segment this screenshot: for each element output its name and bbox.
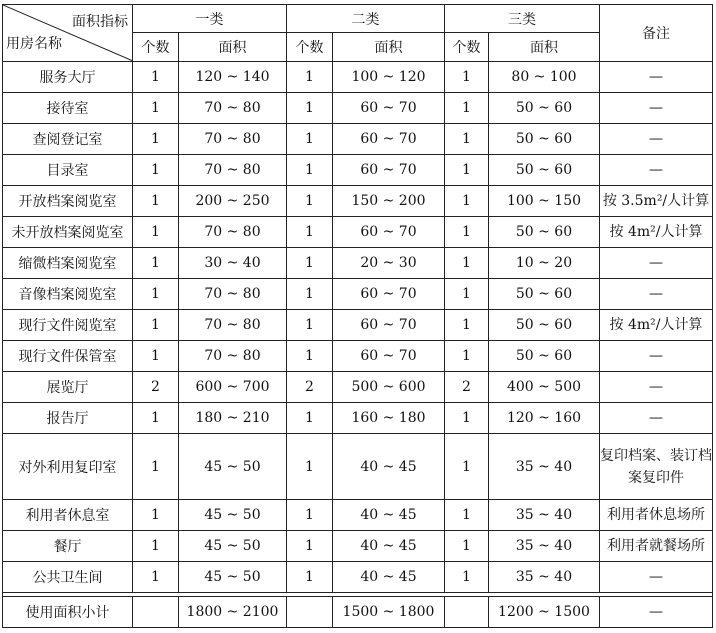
class2-area-cell: 150 ~ 200 (333, 186, 445, 217)
class3-count-cell: 1 (445, 155, 489, 186)
class2-count-cell: 1 (287, 279, 333, 310)
class2-count-header: 个数 (287, 33, 333, 62)
class3-count-cell: 1 (445, 310, 489, 341)
class1-count-cell: 1 (133, 62, 179, 93)
remark-cell: — (600, 403, 713, 434)
remark-cell: — (600, 62, 713, 93)
class1-count-cell: 1 (133, 341, 179, 372)
room-name-cell: 服务大厅 (3, 62, 133, 93)
table-row (3, 186, 713, 217)
class3-area-cell: 100 ~ 150 (489, 186, 600, 217)
class3-area-cell: 50 ~ 60 (489, 124, 600, 155)
class1-count-cell: 1 (133, 248, 179, 279)
table-row (3, 155, 713, 186)
table-row (3, 124, 713, 155)
room-name-cell: 音像档案阅览室 (3, 279, 133, 310)
class3-count-cell: 1 (445, 186, 489, 217)
room-name-cell: 现行文件保管室 (3, 341, 133, 372)
class1-area-cell: 70 ~ 80 (179, 155, 287, 186)
remark-header: 备注 (600, 5, 713, 62)
class3-area-cell: 80 ~ 100 (489, 62, 600, 93)
class1-count-cell: 1 (133, 434, 179, 500)
class1-count-cell: 1 (133, 310, 179, 341)
table-row (3, 310, 713, 341)
class2-area-cell: 160 ~ 180 (333, 403, 445, 434)
class1-count-cell: 1 (133, 217, 179, 248)
remark-cell: — (600, 248, 713, 279)
room-name-cell: 公共卫生间 (3, 562, 133, 593)
remark-cell: — (600, 155, 713, 186)
remark-cell: 按 4m²/人计算 (600, 217, 713, 248)
class1-area-cell: 70 ~ 80 (179, 93, 287, 124)
remark-cell: 按 4m²/人计算 (600, 310, 713, 341)
class1-count-header: 个数 (133, 33, 179, 62)
class2-count-cell: 2 (287, 372, 333, 403)
class1-count-cell: 1 (133, 186, 179, 217)
table-row (3, 62, 713, 93)
room-name-cell: 利用者休息室 (3, 500, 133, 531)
table-row (3, 217, 713, 248)
table-row (3, 531, 713, 562)
room-name-cell: 查阅登记室 (3, 124, 133, 155)
class3-area-cell: 50 ~ 60 (489, 279, 600, 310)
class1-area-header: 面积 (179, 33, 287, 62)
class1-count-cell: 2 (133, 372, 179, 403)
class3-area-cell: 35 ~ 40 (489, 562, 600, 593)
corner-header-cell (3, 5, 133, 62)
class3-area-cell: 50 ~ 60 (489, 155, 600, 186)
class2-count-cell: 1 (287, 434, 333, 500)
class2-count-cell: 1 (287, 155, 333, 186)
remark-cell: 复印档案、装订档案复印件 (600, 434, 713, 500)
class1-area-cell: 45 ~ 50 (179, 562, 287, 593)
class1-area-cell: 70 ~ 80 (179, 341, 287, 372)
class3-count-cell: 1 (445, 217, 489, 248)
table-row (3, 248, 713, 279)
class1-count-cell: 1 (133, 155, 179, 186)
class3-area-cell: 120 ~ 160 (489, 403, 600, 434)
class3-area-cell: 50 ~ 60 (489, 310, 600, 341)
room-name-cell: 展览厅 (3, 372, 133, 403)
class2-count-cell: 1 (287, 562, 333, 593)
class3-area-cell: 400 ~ 500 (489, 372, 600, 403)
total-remark-cell: — (600, 597, 713, 628)
room-name-cell: 缩微档案阅览室 (3, 248, 133, 279)
class2-area-cell: 40 ~ 45 (333, 562, 445, 593)
room-name-cell: 接待室 (3, 93, 133, 124)
table-row (3, 93, 713, 124)
total-class2-area-cell: 1500 ~ 1800 (333, 597, 445, 628)
room-name-cell: 报告厅 (3, 403, 133, 434)
class1-count-cell: 1 (133, 93, 179, 124)
class3-count-cell: 1 (445, 434, 489, 500)
class1-count-cell: 1 (133, 124, 179, 155)
class1-area-cell: 45 ~ 50 (179, 531, 287, 562)
class3-area-cell: 10 ~ 20 (489, 248, 600, 279)
total-row (3, 597, 713, 628)
remark-cell: — (600, 279, 713, 310)
class2-area-cell: 60 ~ 70 (333, 341, 445, 372)
corner-label-room-name: 用房名称 (6, 36, 62, 52)
class3-count-cell: 1 (445, 62, 489, 93)
class3-count-header: 个数 (445, 33, 489, 62)
room-name-cell: 开放档案阅览室 (3, 186, 133, 217)
table-row (3, 279, 713, 310)
class2-header: 二类 (287, 5, 445, 33)
total-class1-area-cell: 1800 ~ 2100 (179, 597, 287, 628)
room-name-cell: 对外利用复印室 (3, 434, 133, 500)
class1-area-cell: 70 ~ 80 (179, 217, 287, 248)
class3-count-cell: 1 (445, 500, 489, 531)
remark-cell: 按 3.5m²/人计算 (600, 186, 713, 217)
class1-area-cell: 70 ~ 80 (179, 310, 287, 341)
class3-count-cell: 1 (445, 93, 489, 124)
class3-area-cell: 35 ~ 40 (489, 500, 600, 531)
class3-area-cell: 50 ~ 60 (489, 341, 600, 372)
class2-area-cell: 60 ~ 70 (333, 217, 445, 248)
class3-area-cell: 35 ~ 40 (489, 531, 600, 562)
class3-count-cell: 1 (445, 124, 489, 155)
class1-count-cell: 1 (133, 531, 179, 562)
class3-area-cell: 35 ~ 40 (489, 434, 600, 500)
room-name-cell: 现行文件阅览室 (3, 310, 133, 341)
remark-cell: — (600, 93, 713, 124)
class2-area-cell: 60 ~ 70 (333, 279, 445, 310)
class2-area-header: 面积 (333, 33, 445, 62)
class2-count-cell: 1 (287, 248, 333, 279)
class1-area-cell: 70 ~ 80 (179, 124, 287, 155)
total-class2-count-cell (287, 597, 333, 628)
class2-area-cell: 40 ~ 45 (333, 434, 445, 500)
class3-count-cell: 1 (445, 562, 489, 593)
class3-count-cell: 1 (445, 531, 489, 562)
class1-area-cell: 45 ~ 50 (179, 434, 287, 500)
class2-count-cell: 1 (287, 341, 333, 372)
corner-label-area-indicator: 面积指标 (72, 14, 128, 30)
class2-area-cell: 500 ~ 600 (333, 372, 445, 403)
table-row (3, 341, 713, 372)
class2-count-cell: 1 (287, 403, 333, 434)
remark-cell: — (600, 562, 713, 593)
remark-cell: — (600, 341, 713, 372)
class3-area-cell: 50 ~ 60 (489, 217, 600, 248)
class1-area-cell: 600 ~ 700 (179, 372, 287, 403)
remark-cell: 利用者休息场所 (600, 500, 713, 531)
class2-area-cell: 100 ~ 120 (333, 62, 445, 93)
table-row (3, 562, 713, 593)
class2-area-cell: 60 ~ 70 (333, 124, 445, 155)
class2-area-cell: 60 ~ 70 (333, 155, 445, 186)
class2-count-cell: 1 (287, 310, 333, 341)
area-standard-table (2, 4, 713, 628)
class3-count-cell: 1 (445, 341, 489, 372)
class1-area-cell: 120 ~ 140 (179, 62, 287, 93)
class2-area-cell: 60 ~ 70 (333, 310, 445, 341)
class1-area-cell: 70 ~ 80 (179, 279, 287, 310)
table-row (3, 500, 713, 531)
table-row (3, 434, 713, 500)
class1-area-cell: 45 ~ 50 (179, 500, 287, 531)
class2-count-cell: 1 (287, 531, 333, 562)
class2-count-cell: 1 (287, 124, 333, 155)
class2-count-cell: 1 (287, 93, 333, 124)
total-class3-area-cell: 1200 ~ 1500 (489, 597, 600, 628)
room-name-cell: 目录室 (3, 155, 133, 186)
class3-header: 三类 (445, 5, 600, 33)
class1-count-cell: 1 (133, 500, 179, 531)
table-row (3, 403, 713, 434)
class2-count-cell: 1 (287, 62, 333, 93)
class1-area-cell: 30 ~ 40 (179, 248, 287, 279)
class3-area-header: 面积 (489, 33, 600, 62)
class3-count-cell: 1 (445, 248, 489, 279)
class1-count-cell: 1 (133, 562, 179, 593)
class3-area-cell: 50 ~ 60 (489, 93, 600, 124)
class1-area-cell: 200 ~ 250 (179, 186, 287, 217)
class3-count-cell: 2 (445, 372, 489, 403)
table-row (3, 372, 713, 403)
class3-count-cell: 1 (445, 403, 489, 434)
class2-area-cell: 40 ~ 45 (333, 531, 445, 562)
class3-count-cell: 1 (445, 279, 489, 310)
total-class3-count-cell (445, 597, 489, 628)
remark-cell: 利用者就餐场所 (600, 531, 713, 562)
class2-count-cell: 1 (287, 186, 333, 217)
class1-header: 一类 (133, 5, 287, 33)
class1-count-cell: 1 (133, 403, 179, 434)
class2-area-cell: 60 ~ 70 (333, 93, 445, 124)
room-name-cell: 餐厅 (3, 531, 133, 562)
class2-area-cell: 20 ~ 30 (333, 248, 445, 279)
class2-count-cell: 1 (287, 217, 333, 248)
remark-cell: — (600, 124, 713, 155)
remark-cell: — (600, 372, 713, 403)
total-class1-count-cell (133, 597, 179, 628)
class2-count-cell: 1 (287, 500, 333, 531)
room-name-cell: 未开放档案阅览室 (3, 217, 133, 248)
total-room-name-cell: 使用面积小计 (3, 597, 133, 628)
class1-area-cell: 180 ~ 210 (179, 403, 287, 434)
class2-area-cell: 40 ~ 45 (333, 500, 445, 531)
class1-count-cell: 1 (133, 279, 179, 310)
